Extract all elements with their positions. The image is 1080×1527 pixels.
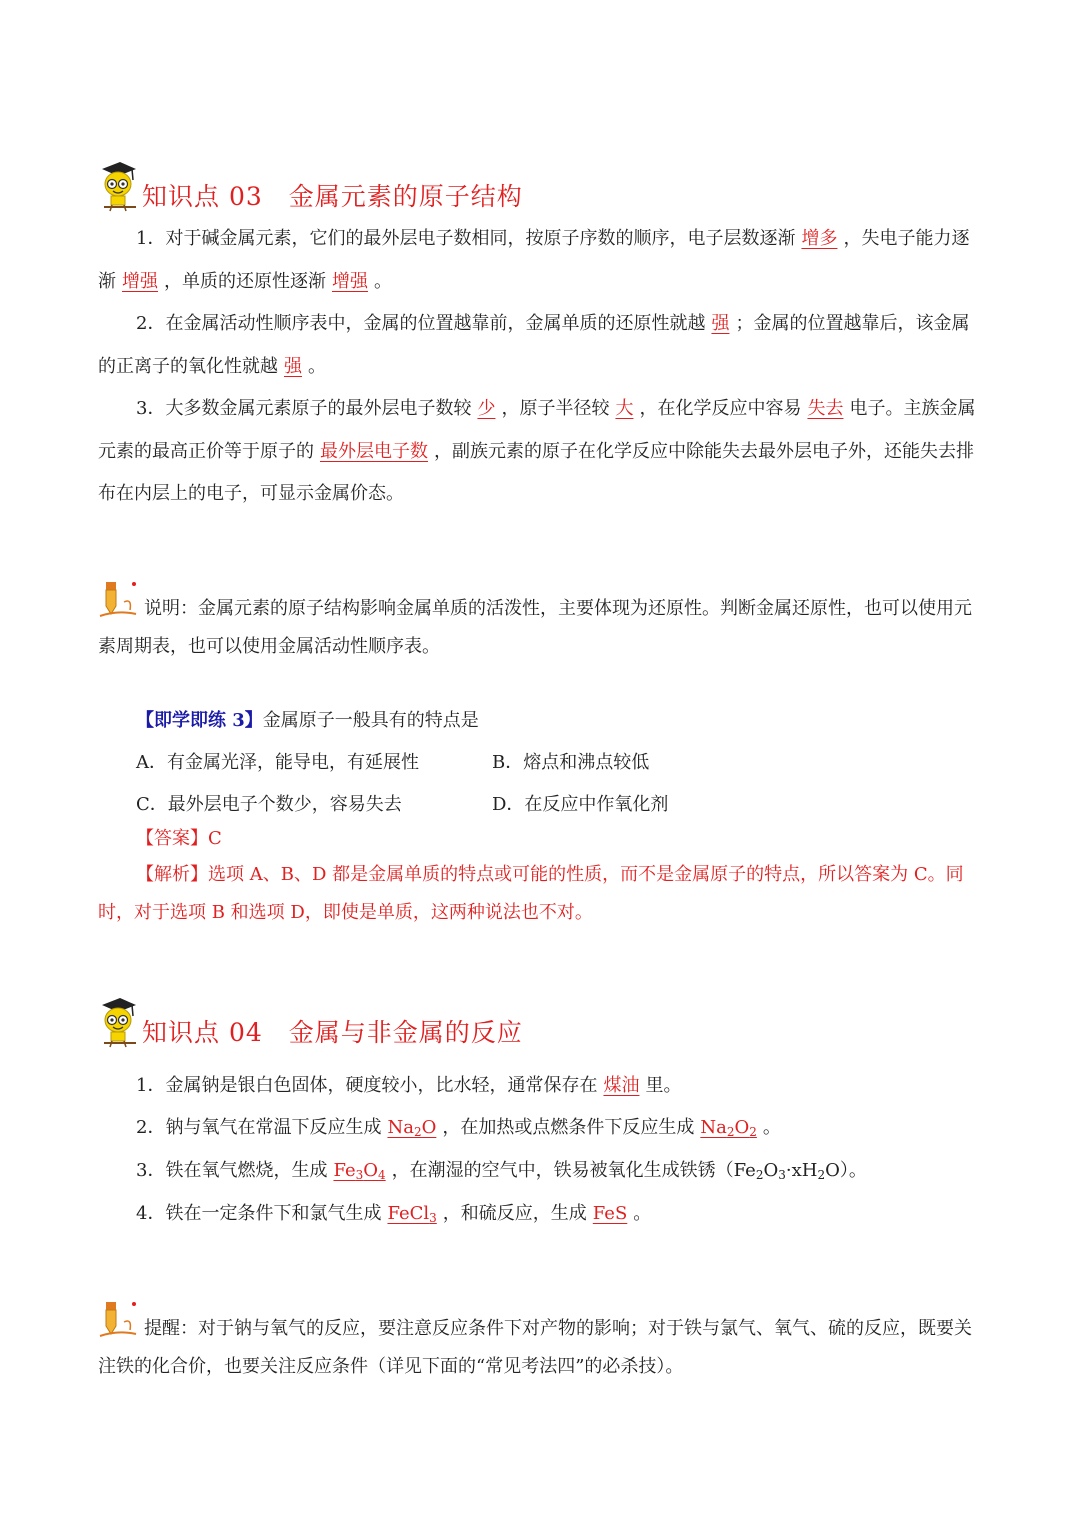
answer-blank: 最外层电子数 <box>320 440 428 462</box>
item-number: 3． <box>136 1160 166 1181</box>
scholar-mascot-icon <box>98 996 138 1048</box>
text: ）。 <box>839 1160 867 1181</box>
answer-blank: 强 <box>284 355 302 377</box>
section-title: 金属与非金属的反应 <box>288 1018 523 1047</box>
answer-blank: 增多 <box>801 228 838 249</box>
text: ；金属的位置越靠后，该金属的正离子的氧化性就越 <box>98 313 970 377</box>
section-title: 金属元素的原子结构 <box>288 182 523 211</box>
answer-blank: 少 <box>477 398 496 419</box>
item-number: 2． <box>136 313 166 334</box>
answer-blank: FeS <box>592 1203 628 1224</box>
note-text: 说明：金属元素的原子结构影响金属单质的活泼性，主要体现为还原性。判断金属还原性，也可以使用元素周期表，也可以使用金属活动性顺序表。 <box>98 598 972 657</box>
text: ，在化学反应中容易 <box>639 398 802 419</box>
text: ，在加热或点燃条件下反应生成 <box>442 1117 695 1138</box>
text: 。 <box>633 1203 652 1224</box>
text: ，原子半径较 <box>501 398 610 419</box>
text: 在金属活动性顺序表中，金属的位置越靠前，金属单质的还原性就越 <box>165 313 706 334</box>
answer-blank: 煤油 <box>603 1075 640 1096</box>
text: 电子。主族金属元素的最高正价等于原子的 <box>98 398 976 462</box>
text: 。 <box>308 355 326 377</box>
paragraph-4-1 <box>98 1065 983 1108</box>
scholar-mascot-icon <box>98 160 138 212</box>
note-text: 提醒：对于钠与氧气的反应，要注意反应条件下对产物的影响；对于铁与氯气、氧气、硫的反应，既要关注铁的化合价，也要关注反应条件（详见下面的“常见考法四”的必杀技）。 <box>98 1318 972 1377</box>
analysis-tag: 【解析】 <box>136 864 208 885</box>
pen-note-icon <box>98 580 142 620</box>
text: ，和硫反应，生成 <box>442 1203 587 1224</box>
answer-line <box>136 824 222 854</box>
section-heading-04 <box>98 996 523 1048</box>
paragraph-3-2 <box>98 303 983 388</box>
answer-blank-na2o: $Na_2O$ <box>387 1117 437 1139</box>
practice-question <box>98 700 983 742</box>
item-number: 1． <box>136 228 166 249</box>
question-text: 金属原子一般具有的特点是 <box>262 710 479 731</box>
answer-blank: 增强 <box>122 270 158 292</box>
text: 。 <box>762 1117 781 1138</box>
pen-note-icon <box>98 1300 142 1340</box>
analysis-text: 选项 A、B、D 都是金属单质的特点或可能的性质，而不是金属原子的特点，所以答案为 C。同时，对于选项 B 和选项 D，即使是单质，这两种说法也不对。 <box>98 864 964 923</box>
paragraph-4-4 <box>98 1193 983 1236</box>
option-d: D．在反应中作氧化剂 <box>492 794 669 815</box>
section-heading-03 <box>98 160 523 212</box>
answer-blank: 增强 <box>332 270 368 292</box>
text: 金属钠是银白色固体，硬度较小，比水轻，通常保存在 <box>165 1075 598 1096</box>
text: 。 <box>374 270 392 292</box>
note-block-1 <box>98 580 983 666</box>
text: ，失电子能力逐渐 <box>98 228 970 292</box>
item-number: 3． <box>136 398 166 419</box>
section-number: 知识点 03 <box>142 182 263 211</box>
note-block-2 <box>98 1300 983 1386</box>
answer-blank: 强 <box>711 313 730 334</box>
answer-value: C <box>208 828 222 849</box>
item-number: 2． <box>136 1117 166 1138</box>
answer-blank: 失去 <box>807 398 844 419</box>
text: ，副族元素的原子在化学反应中除能失去最外层电子外，还能失去排布在内层上的电子，可显示金属价态。 <box>98 440 974 504</box>
text: ，在潮湿的空气中，铁易被氧化生成铁锈（ <box>391 1160 734 1181</box>
answer-blank-fe3o4: $Fe_3O_4$ <box>333 1160 386 1182</box>
text: 对于碱金属元素，它们的最外层电子数相同，按原子序数的顺序，电子层数逐渐 <box>165 228 796 249</box>
text: 里。 <box>645 1075 682 1096</box>
paragraph-3-1 <box>98 218 983 303</box>
option-c: C．最外层电子个数少，容易失去 <box>136 794 402 815</box>
answer-tag: 【答案】 <box>136 828 208 849</box>
paragraph-3-3 <box>98 388 983 516</box>
item-number: 1． <box>136 1075 166 1096</box>
text: 铁在氧气燃烧，生成 <box>165 1160 328 1181</box>
item-number: 4． <box>136 1203 166 1224</box>
paragraph-4-3 <box>98 1150 983 1193</box>
text: 铁在一定条件下和氯气生成 <box>165 1203 382 1224</box>
text: 钠与氧气在常温下反应生成 <box>165 1117 382 1138</box>
answer-blank-fecl3: FeCl$_3$ <box>387 1203 437 1225</box>
paragraph-4-2 <box>98 1107 983 1150</box>
text: ，单质的还原性逐渐 <box>164 270 326 292</box>
practice-tag: 【即学即练 3】 <box>136 710 263 731</box>
rust-formula: $Fe_2O_3\cdot xH_2O$ <box>733 1160 840 1182</box>
section-number: 知识点 04 <box>142 1018 263 1047</box>
text: 大多数金属元素原子的最外层电子数较 <box>165 398 472 419</box>
answer-blank-na2o2: $Na_2O_2$ <box>700 1117 757 1139</box>
analysis-block <box>98 856 983 932</box>
answer-blank: 大 <box>615 398 634 419</box>
option-a: A．有金属光泽，能导电，有延展性 <box>136 752 419 773</box>
option-b: B．熔点和沸点较低 <box>492 752 650 773</box>
